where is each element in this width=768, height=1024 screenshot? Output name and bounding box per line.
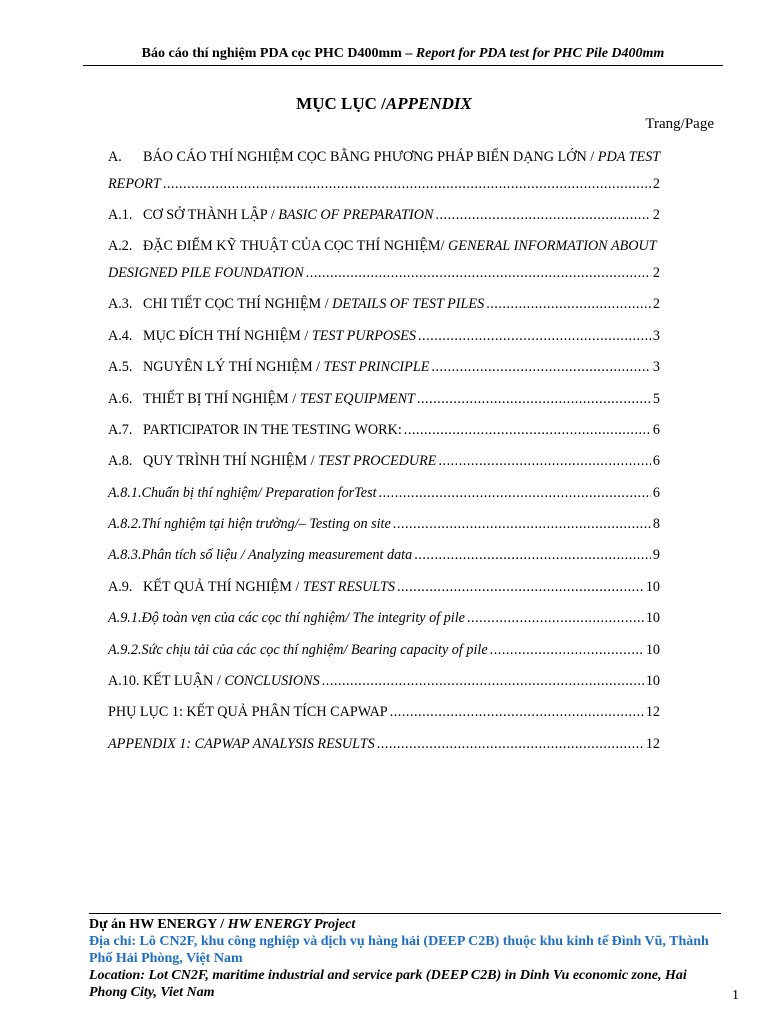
dot-leader (393, 513, 651, 535)
page-title (0, 94, 768, 114)
toc-page: 10 (645, 578, 660, 595)
toc-entry-a5[interactable] (108, 356, 660, 387)
toc-number: A.9.2. (108, 641, 142, 658)
toc-entry-a7[interactable] (108, 419, 660, 450)
toc-page: 2 (652, 296, 660, 313)
dot-leader (379, 482, 651, 504)
page-footer (89, 913, 721, 1001)
page-number: 1 (732, 988, 739, 1003)
toc-number: A. (108, 149, 122, 165)
toc-title: Sức chịu tải của các cọc thí nghiệm/ Bearing capacity of pile (141, 641, 488, 658)
toc-entry-a91[interactable] (108, 607, 660, 638)
toc-entry-a82[interactable] (108, 513, 660, 544)
toc-page: 6 (652, 421, 660, 438)
toc-entry-a6[interactable] (108, 388, 660, 419)
footer-project: Dự án HW ENERGY / HW ENERGY Project (89, 917, 356, 932)
title-en: APPENDIX (385, 94, 472, 113)
toc-title: NGUYÊN LÝ THÍ NGHIỆM / TEST PRINCIPLE (143, 359, 430, 376)
toc-title: ĐẶC ĐIỂM KỸ THUẬT CỦA CỌC THÍ NGHIỆM/ GENERAL INFORMATION ABOUT (143, 238, 657, 255)
dot-leader (486, 293, 651, 315)
toc-entry-a10[interactable] (108, 670, 660, 701)
toc-title: KẾT QUẢ THÍ NGHIỆM / TEST RESULTS (143, 578, 395, 595)
toc-page: 2 (652, 206, 660, 223)
dot-leader (490, 639, 644, 661)
toc-page: 12 (645, 704, 660, 721)
toc-title: CƠ SỞ THÀNH LẬP / BASIC OF PREPARATION (143, 206, 434, 223)
dot-leader (431, 356, 651, 378)
toc-title: Phân tích số liệu / Analyzing measurement data (141, 547, 413, 564)
toc-entry-appendix-1[interactable] (108, 733, 660, 764)
toc-entry-a1[interactable] (108, 204, 660, 235)
toc-number: A.8.3. (108, 547, 142, 564)
toc-page: 2 (652, 264, 660, 281)
toc-entry-a2[interactable] (108, 235, 660, 293)
toc-number: A.8.2. (108, 516, 142, 533)
toc-page: 10 (645, 673, 660, 690)
footer-address-en: Location: Lot CN2F, maritime industrial and service park (DEEP C2B) in Dinh Vu economic zone, Hai Phong City, Viet Nam (89, 968, 687, 1000)
dot-leader (390, 701, 644, 723)
toc-entry-a92[interactable] (108, 639, 660, 670)
toc-entry-a9[interactable] (108, 576, 660, 607)
toc-number: A.9.1. (108, 610, 142, 627)
toc-title-continued: DESIGNED PILE FOUNDATION (108, 264, 304, 281)
toc-page: 3 (652, 359, 660, 376)
dot-leader (322, 670, 644, 692)
toc-page: 8 (652, 516, 660, 533)
header-en: Report for PDA test for PHC Pile D400mm (415, 46, 665, 61)
toc-title: Độ toàn vẹn của các cọc thí nghiệm/ The integrity of pile (141, 610, 465, 627)
dot-leader (163, 173, 651, 195)
toc-number: A.1. (108, 206, 133, 223)
toc-entry-a[interactable] (108, 146, 660, 204)
toc-page: 10 (645, 610, 660, 627)
toc-page: 12 (645, 735, 660, 752)
dot-leader (435, 204, 650, 226)
toc-title: QUY TRÌNH THÍ NGHIỆM / TEST PROCEDURE (143, 453, 437, 470)
table-of-contents (108, 146, 660, 764)
toc-entry-a4[interactable] (108, 325, 660, 356)
header-vi: Báo cáo thí nghiệm PDA cọc PHC D400mm – (141, 46, 416, 61)
toc-page: 6 (652, 484, 660, 501)
toc-entry-a3[interactable] (108, 293, 660, 324)
toc-title: APPENDIX 1: CAPWAP ANALYSIS RESULTS (108, 735, 375, 752)
toc-number: A.5. (108, 359, 133, 376)
toc-entry-a83[interactable] (108, 544, 660, 575)
toc-title: Chuẩn bị thí nghiệm/ Preparation forTest (141, 484, 377, 501)
toc-number: A.8.1. (108, 484, 142, 501)
toc-title: MỤC ĐÍCH THÍ NGHIỆM / TEST PURPOSES (143, 327, 416, 344)
toc-number: A.9. (108, 578, 133, 595)
toc-number: A.7. (108, 421, 133, 438)
toc-page: 2 (652, 175, 660, 192)
toc-title: THIẾT BỊ THÍ NGHIỆM / TEST EQUIPMENT (143, 390, 415, 407)
page-column-label: Trang/Page (645, 116, 714, 132)
dot-leader (404, 419, 651, 441)
toc-page: 5 (652, 390, 660, 407)
toc-page: 9 (652, 547, 660, 564)
toc-number: A.3. (108, 296, 133, 313)
dot-leader (414, 544, 651, 566)
toc-title: KẾT LUẬN / CONCLUSIONS (143, 673, 320, 690)
toc-number: A.2. (108, 238, 133, 255)
dot-leader (377, 733, 644, 755)
toc-page: 10 (645, 641, 660, 658)
dot-leader (306, 262, 651, 284)
title-vi: MỤC LỤC / (296, 94, 386, 113)
toc-title: PHỤ LỤC 1: KẾT QUẢ PHÂN TÍCH CAPWAP (108, 704, 388, 721)
toc-title: BÁO CÁO THÍ NGHIỆM CỌC BẰNG PHƯƠNG PHÁP BIẾN DẠNG LỚN / PDA TEST (143, 149, 661, 165)
toc-number: A.4. (108, 327, 133, 344)
toc-number: A.10. (108, 673, 140, 690)
toc-entry-a81[interactable] (108, 482, 660, 513)
dot-leader (418, 325, 651, 347)
page-header (83, 46, 723, 66)
footer-address-vi: Địa chỉ: Lô CN2F, khu công nghiệp và dịch vụ hàng hải (DEEP C2B) thuộc khu kinh tế Đình Vũ, Thành Phố Hải Phòng, Việt Nam (89, 934, 709, 966)
toc-number: A.8. (108, 453, 133, 470)
dot-leader (467, 607, 644, 629)
toc-title: PARTICIPATOR IN THE TESTING WORK: (143, 421, 402, 438)
dot-leader (417, 388, 651, 410)
toc-page: 3 (652, 327, 660, 344)
toc-title: CHI TIẾT CỌC THÍ NGHIỆM / DETAILS OF TEST PILES (143, 296, 485, 313)
toc-entry-phu-luc-1[interactable] (108, 701, 660, 732)
toc-number: A.6. (108, 390, 133, 407)
toc-page: 6 (652, 453, 660, 470)
toc-title-continued: REPORT (108, 175, 161, 192)
dot-leader (438, 450, 650, 472)
toc-title: Thí nghiệm tại hiện trường/– Testing on site (141, 516, 391, 533)
dot-leader (397, 576, 644, 598)
toc-entry-a8[interactable] (108, 450, 660, 481)
